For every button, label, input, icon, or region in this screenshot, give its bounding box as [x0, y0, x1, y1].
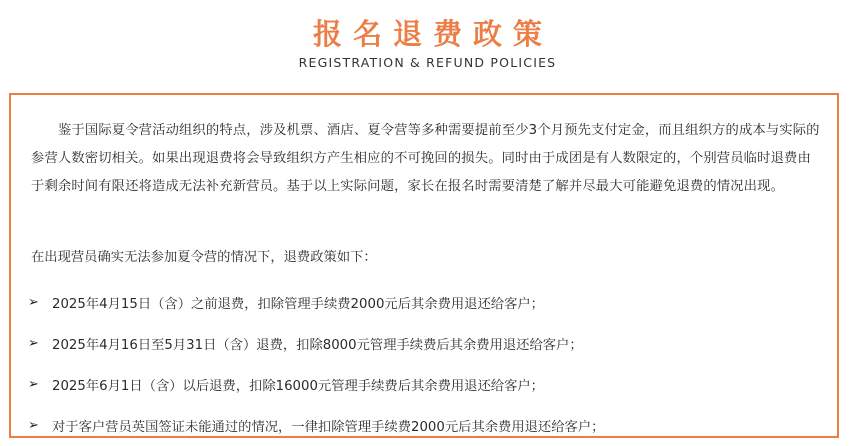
- policy-item-text: 2025年4月16日至5月31日（含）退费，扣除8000元管理手续费后其余费用退还给客户；: [52, 338, 583, 353]
- arrow-bullet-icon: ➢: [28, 295, 39, 310]
- arrow-bullet-icon: ➢: [28, 336, 39, 351]
- policy-item: [28, 405, 604, 446]
- policy-item-text: 2025年4月15日（含）之前退费，扣除管理手续费2000元后其余费用退还给客户；: [52, 297, 544, 312]
- policy-list: [28, 282, 604, 446]
- arrow-bullet-icon: ➢: [28, 377, 39, 392]
- policy-item: [28, 323, 604, 364]
- policy-lead-text: 在出现营员确实无法参加夏令营的情况下，退费政策如下：: [31, 250, 377, 265]
- policy-item: [28, 282, 604, 323]
- page-title: 报名退费政策: [312, 17, 553, 51]
- arrow-bullet-icon: ➢: [28, 418, 39, 433]
- header: [0, 14, 855, 71]
- policy-item-text: 对于客户营员英国签证未能通过的情况，一律扣除管理手续费2000元后其余费用退还给客户；: [52, 420, 605, 435]
- intro-paragraph: 鉴于国际夏令营活动组织的特点，涉及机票、酒店、夏令营等多种需要提前至少3个月预先支付定金，而且组织方的成本与实际的参营人数密切相关。如果出现退费将会导致组织方产生相应的不可挽回的损失。同时由于成团是有人数限定的，个别营员临时退费由于剩余时间有限还将造成无法补充新营员。基于以上实际问题，家长在报名时需要清楚了解并尽最大可能避免退费的情况出现。: [31, 123, 820, 194]
- policy-item-text: 2025年6月1日（含）以后退费，扣除16000元管理手续费后其余费用退还给客户；: [52, 379, 544, 394]
- policy-panel: [9, 93, 839, 438]
- policy-item: [28, 364, 604, 405]
- page-subtitle: REGISTRATION & REFUND POLICIES: [298, 55, 557, 70]
